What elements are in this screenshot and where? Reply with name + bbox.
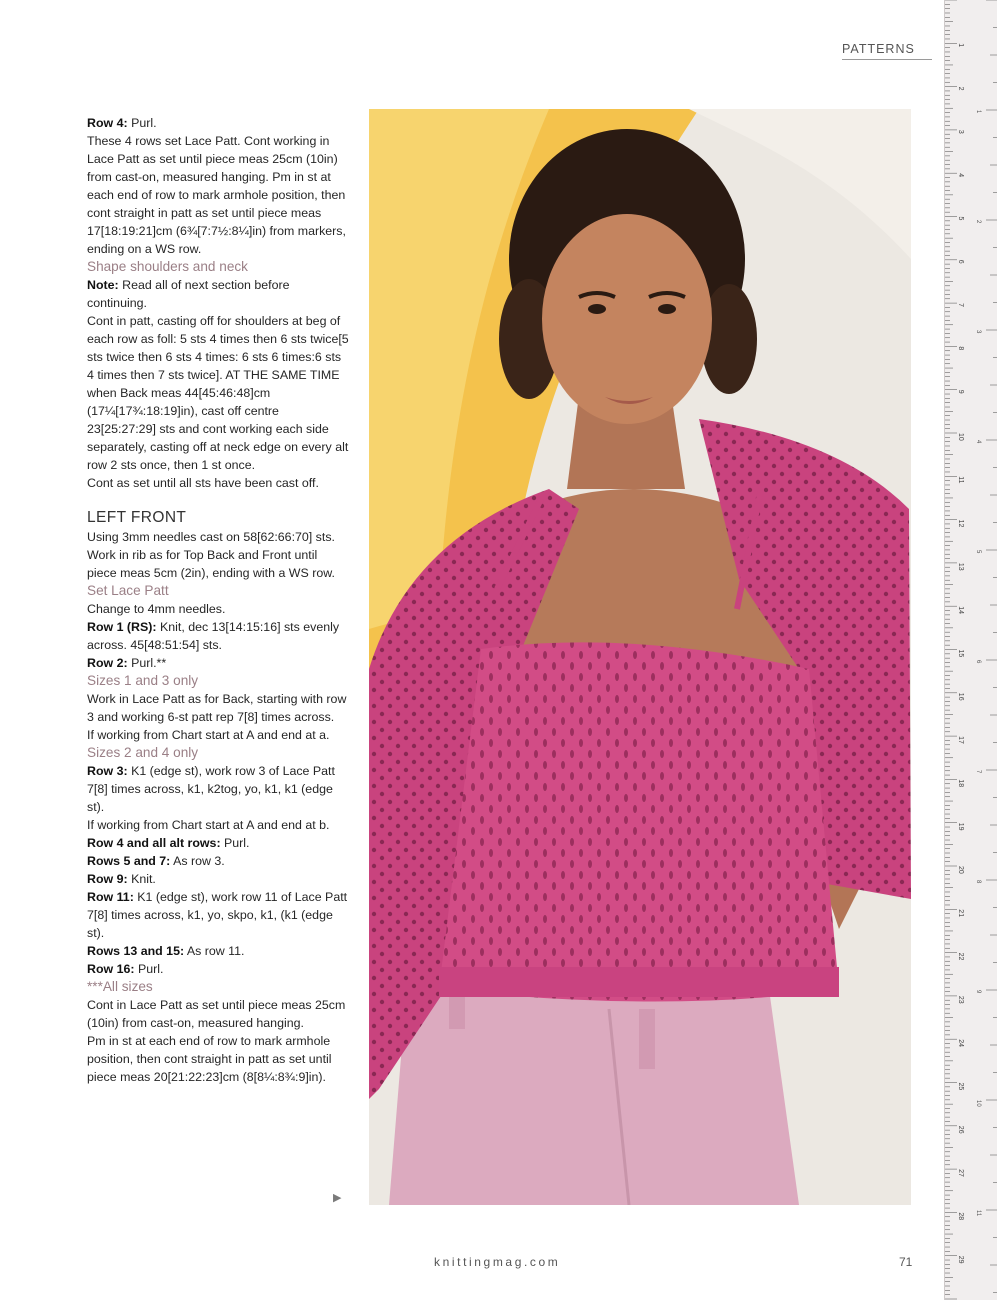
instruction-paragraph [87, 546, 349, 582]
model-photo [369, 109, 911, 1205]
continue-arrow-icon: ▶ [333, 1192, 342, 1204]
ruler-cm-label: 9 [957, 389, 964, 394]
instruction-paragraph [87, 834, 349, 852]
ruler-cm-label: 23 [957, 995, 964, 1004]
ruler-cm-label: 7 [957, 303, 964, 308]
sub-heading: ***All sizes [87, 979, 153, 994]
ruler-cm-label: 2 [957, 86, 964, 91]
instruction-paragraph [87, 870, 349, 888]
ruler-cm-label: 8 [957, 346, 964, 351]
sub-heading: Sizes 1 and 3 only [87, 673, 199, 688]
ruler-cm-label: 16 [957, 692, 964, 701]
ruler-cm-label: 4 [957, 173, 964, 178]
instruction-paragraph [87, 942, 349, 960]
sub-heading: Shape shoulders and neck [87, 259, 248, 274]
instruction-text: Purl.** [127, 656, 167, 670]
ruler-cm-label: 28 [957, 1212, 964, 1221]
row-label: Row 9: [87, 872, 128, 886]
instruction-paragraph [87, 528, 349, 546]
instruction-text: These 4 rows set Lace Patt. Cont working in Lace Patt as set until piece meas 25cm (10in) from cast-on, measured hanging. Pm in st at each end of row to mark armhole position, then cont straight in patt as set until piece meas 17[18:19:21]cm (6¾[7:7½:8¼]in) from markers, ending on a WS row. [87, 134, 346, 256]
ruler-inch-label: 5 [975, 550, 981, 554]
ruler-inch-label: 8 [975, 880, 981, 884]
ruler-cm-label: 13 [957, 562, 964, 571]
instruction-text: If working from Chart start at A and end at b. [87, 818, 330, 832]
ruler-cm-label: 25 [957, 1082, 964, 1091]
instruction-text: Read all of next section before continuing. [87, 278, 290, 310]
ruler-cm-label: 17 [957, 736, 964, 744]
instruction-paragraph [87, 654, 349, 672]
ruler-cm-label: 12 [957, 519, 964, 528]
instruction-text: Pm in st at each end of row to mark armhole position, then cont straight in patt as set until piece meas 20[21:22:23]cm (8[8¼:8¾:9]in). [87, 1034, 332, 1084]
instruction-text: Cont as set until all sts have been cast off. [87, 476, 319, 490]
ruler-cm-label: 22 [957, 952, 964, 961]
instruction-text: Using 3mm needles cast on 58[62:66:70] sts. [87, 530, 335, 544]
ruler-cm-label: 21 [957, 909, 964, 918]
ruler-cm-label: 26 [957, 1125, 964, 1134]
instruction-paragraph [87, 852, 349, 870]
row-label: Row 2: [87, 656, 128, 670]
instruction-text: Cont in patt, casting off for shoulders at beg of each row as foll: 5 sts 4 times then 6 sts twice[5 sts twice then 6 sts 4 times: 6 sts 6 times:6 sts 4 times then 7 sts twice]. AT THE SAME TIME when Back meas 44[45:46:48]cm (17¼[17¾:18:19]in), cast off centre 23[25:27:29] sts and cont working each side separately, casting off at neck edge on every alt row 2 sts once, then 1 st once. [87, 314, 349, 472]
instruction-text: Knit. [127, 872, 156, 886]
ruler-inch-label: 2 [975, 220, 981, 224]
sub-heading: Sizes 2 and 4 only [87, 745, 199, 760]
instruction-paragraph [87, 762, 349, 816]
instruction-text: If working from Chart start at A and end at a. [87, 728, 330, 742]
ruler-inch-label: 3 [975, 330, 981, 334]
instruction-text: Purl. [134, 962, 164, 976]
row-label: Row 4 and all alt rows: [87, 836, 221, 850]
ruler-inch-label: 9 [975, 990, 981, 994]
ruler-cm-label: 29 [957, 1255, 964, 1264]
instruction-text: Work in rib as for Top Back and Front until piece meas 5cm (2in), ending with a WS row. [87, 548, 335, 580]
ruler-cm-label: 20 [957, 866, 964, 874]
ruler-cm-label: 10 [957, 433, 964, 441]
instruction-paragraph [87, 132, 349, 258]
instruction-paragraph [87, 996, 349, 1032]
instruction-text: Cont in Lace Patt as set until piece meas 25cm (10in) from cast-on, measured hanging. [87, 998, 346, 1030]
instruction-text: As row 11. [184, 944, 245, 958]
section-heading: LEFT FRONT [87, 509, 187, 526]
row-label: Row 3: [87, 764, 128, 778]
instruction-paragraph [87, 1032, 349, 1086]
instruction-paragraph [87, 816, 349, 834]
instruction-paragraph [87, 960, 349, 978]
row-label: Row 16: [87, 962, 135, 976]
ruler-cm-label: 5 [957, 216, 964, 221]
ruler-cm-label: 24 [957, 1039, 964, 1047]
instruction-text: Change to 4mm needles. [87, 602, 226, 616]
instruction-text: Knit, dec 13[14:15:16] sts evenly across. 45[48:51:54] sts. [87, 620, 340, 652]
instruction-paragraph [87, 114, 349, 132]
ruler-inch-label: 11 [975, 1210, 981, 1217]
ruler-cm-label: 27 [957, 1169, 964, 1177]
ruler-inch-label: 6 [975, 660, 981, 664]
instruction-text: As row 3. [170, 854, 225, 868]
ruler-inch-label: 7 [975, 770, 981, 774]
instruction-paragraph [87, 312, 349, 474]
sub-heading: Set Lace Patt [87, 583, 169, 598]
instruction-text: Work in Lace Patt as for Back, starting with row 3 and working 6-st patt rep 7[8] times across. [87, 692, 347, 724]
ruler-inch-label: 10 [975, 1100, 981, 1107]
row-label: Rows 13 and 15: [87, 944, 185, 958]
instruction-paragraph [87, 276, 349, 312]
row-label: Note: [87, 278, 119, 292]
row-label: Row 4: [87, 116, 128, 130]
row-label: Rows 5 and 7: [87, 854, 171, 868]
row-label: Row 1 (RS): [87, 620, 157, 634]
footer-website: knittingmag.com [434, 1255, 561, 1269]
instruction-paragraph [87, 474, 349, 492]
instruction-text: Purl. [220, 836, 250, 850]
ruler-cm-label: 14 [957, 606, 964, 614]
instruction-paragraph [87, 888, 349, 942]
row-label: Row 11: [87, 890, 134, 904]
instruction-paragraph [87, 600, 349, 618]
section-label: PATTERNS [842, 42, 932, 60]
page-number: 71 [899, 1255, 913, 1269]
ruler-cm-label: 11 [957, 476, 964, 484]
instruction-paragraph [87, 726, 349, 744]
pattern-instructions-column [87, 114, 349, 1086]
ruler-cm-label: 1 [957, 43, 964, 48]
measurement-ruler [944, 0, 997, 1300]
ruler-cm-label: 18 [957, 779, 964, 788]
instruction-paragraph [87, 690, 349, 726]
ruler-inch-label: 4 [975, 440, 981, 444]
ruler-inch-label: 1 [975, 110, 981, 114]
ruler-cm-label: 3 [957, 129, 964, 134]
instruction-text: K1 (edge st), work row 11 of Lace Patt 7[8] times across, k1, yo, skpo, k1, (k1 (edge st). [87, 890, 348, 940]
instruction-text: K1 (edge st), work row 3 of Lace Patt 7[8] times across, k1, k2tog, yo, k1, k1 (edge st). [87, 764, 335, 814]
instruction-text: Purl. [127, 116, 157, 130]
instruction-paragraph [87, 618, 349, 654]
ruler-cm-label: 15 [957, 649, 964, 658]
ruler-cm-label: 6 [957, 259, 964, 264]
ruler-cm-label: 19 [957, 822, 964, 831]
